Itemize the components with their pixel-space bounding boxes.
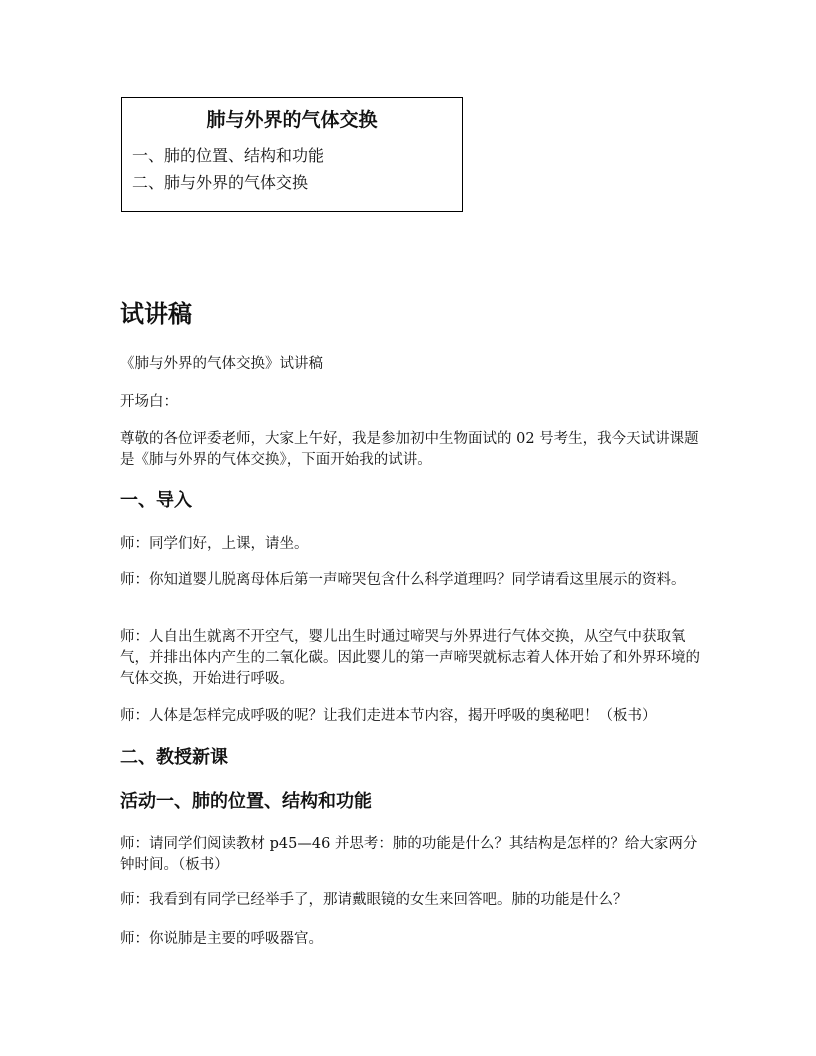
section-heading-new-lesson: 二、教授新课 [120, 747, 228, 768]
paragraph-opening-speech: 尊敬的各位评委老师，大家上午好，我是参加初中生物面试的 02 号考生，我今天试讲课题是《肺与外界的气体交换》，下面开始我的试讲。 [120, 431, 699, 468]
intro-paragraph-2: 师：你知道婴儿脱离母体后第一声啼哭包含什么科学道理吗？同学请看这里展示的资料。 [120, 572, 686, 588]
paragraph-lesson-title: 《肺与外界的气体交换》试讲稿 [120, 356, 323, 372]
board-line-1: 一、肺的位置、结构和功能 [132, 146, 325, 165]
section-heading-intro: 一、导入 [120, 490, 192, 511]
document-title: 试讲稿 [120, 300, 192, 328]
lesson-paragraph-1: 师：请同学们阅读教材 p45—46 并思考：肺的功能是什么？其结构是怎样的？给大家两分钟时间。（板书） [120, 836, 698, 873]
activity-heading-1: 活动一、肺的位置、结构和功能 [120, 791, 372, 812]
blackboard-outline-box [121, 97, 463, 212]
board-line-2: 二、肺与外界的气体交换 [132, 173, 309, 192]
intro-paragraph-4: 师：人体是怎样完成呼吸的呢？让我们走进本节内容，揭开呼吸的奥秘吧！（板书） [120, 708, 657, 724]
board-title: 肺与外界的气体交换 [206, 109, 378, 131]
intro-paragraph-1: 师：同学们好，上课，请坐。 [120, 536, 309, 552]
lesson-paragraph-2: 师：我看到有同学已经举手了，那请戴眼镜的女生来回答吧。肺的功能是什么？ [120, 892, 628, 908]
intro-paragraph-3: 师：人自出生就离不开空气，婴儿出生时通过啼哭与外界进行气体交换，从空气中获取氧气，并排出体内产生的二氧化碳。因此婴儿的第一声啼哭就标志着人体开始了和外界环境的气体交换，开始进行呼吸。 [120, 629, 700, 687]
paragraph-opening-label: 开场白： [120, 394, 178, 410]
lesson-paragraph-3: 师：你说肺是主要的呼吸器官。 [120, 931, 323, 947]
